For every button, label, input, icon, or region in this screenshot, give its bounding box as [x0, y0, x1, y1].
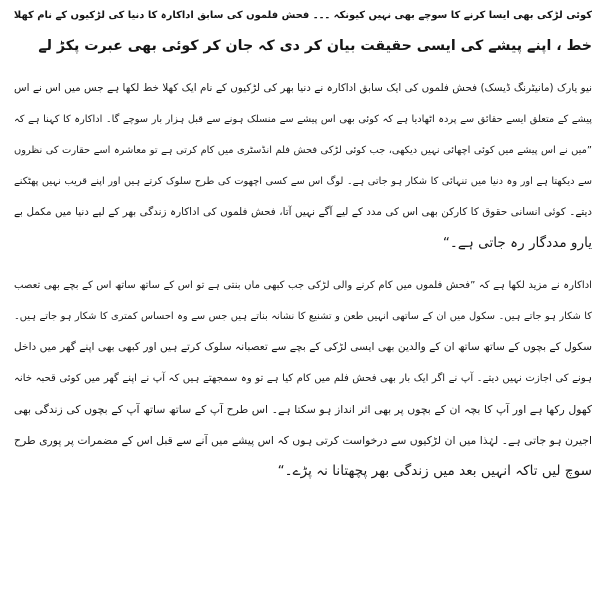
paragraph-line: کھول رکھا ہے اور آپ کا بچہ ان کے بچوں پر بھی اثر انداز ہو سکتا ہے۔ اس طرح آپ کے ساتھ ساتھ آپ کے بچوں کی زندگی بھی — [14, 403, 592, 416]
article-paragraph-2 — [14, 270, 592, 487]
paragraph-line: نیو یارک (مانیٹرنگ ڈیسک) فحش فلموں کی ایک سابق اداکارہ نے دنیا بھر کی لڑکیوں کے نام ایک کھلا خط لکھا ہے جس میں اس نے اس — [14, 82, 592, 94]
paragraph-line: کا شکار ہو جاتے ہیں۔ سکول میں ان کے ساتھی انہیں طعن و تشنیع کا نشانہ بناتے ہیں جس سے وہ احساس کمتری کا شکار ہو جاتے ہیں۔ — [14, 311, 592, 322]
spacer — [14, 62, 592, 73]
article-paragraph-1 — [14, 73, 592, 259]
paragraph-line: ”میں نے اس پیشے میں کوئی اچھائی نہیں دیکھی، جب کوئی لڑکی فحش فلم انڈسٹری میں کام کرتی ہے تو معاشرہ اسے حقارت کی نظروں — [14, 145, 592, 156]
paragraph-line: سے دیکھتا ہے اور وہ دنیا میں تنہائی کا شکار ہو جاتی ہے۔ لوگ اس سے کسی اچھوت کی طرح سلوک کرتے ہیں اور اپنے قریب نہیں پھٹکنے — [14, 176, 592, 187]
paragraph-line: یارو مددگار رہ جاتی ہے۔“ — [442, 235, 592, 251]
spacer — [14, 259, 592, 270]
paragraph-line: اجیرن ہو جاتی ہے۔ لہٰذا میں ان لڑکیوں سے درخواست کرتی ہوں کہ اس پیشے میں آنے سے قبل اس کے مضمرات پر پوری طرح — [14, 434, 592, 447]
paragraph-line: پیشے کے متعلق ایسے حقائق سے پردہ اٹھادیا ہے کہ کوئی بھی اس پیشے سے منسلک ہونے سے قبل ہزار بار سوچے گا۔ اداکارہ کا کہنا ہے کہ — [14, 114, 592, 125]
paragraph-line: سکول کے بچوں کے ساتھ ساتھ ان کے والدین بھی ایسی لڑکی کے بچے سے تعصبانہ سلوک کرتے ہیں اور کبھی بھی اپنے گھر میں داخل — [14, 341, 592, 353]
headline-line: کوئی لڑکی بھی ایسا کرنے کا سوچے بھی نہیں کیونکہ ۔۔۔ فحش فلموں کی سابق اداکارہ کا دنیا کی لڑکیوں کے نام کھلا — [14, 10, 592, 21]
article — [14, 0, 592, 600]
paragraph-line: اداکارہ نے مزید لکھا ہے کہ ”فحش فلموں میں کام کرنے والی لڑکی جب کبھی ماں بنتی ہے تو اس کے ساتھ ساتھ اس کے بچے بھی تعصب — [14, 280, 592, 291]
paragraph-line: ہونے کی اجازت نہیں دیتے۔ آپ نے اگر ایک بار بھی فحش فلم میں کام کیا ہے تو وہ سمجھتے ہیں کہ آپ نے اپنے گھر میں کوئی قحبہ خانہ — [14, 373, 592, 384]
article-headline — [14, 0, 592, 62]
paragraph-line: سوچ لیں تاکہ انہیں بعد میں زندگی بھر پچھتانا نہ پڑے۔“ — [277, 463, 592, 479]
headline-line: خط ، اپنے پیشے کی ایسی حقیقت بیان کر دی کہ جان کر کوئی بھی عبرت پکڑ لے — [38, 38, 592, 54]
paragraph-line: دیتے۔ کوئی انسانی حقوق کا کارکن بھی اس کی مدد کے لیے آگے نہیں آتا، فحش فلموں کی اداکارہ زندگی بھر کے لیے دنیا میں مکمل بے — [14, 206, 592, 218]
